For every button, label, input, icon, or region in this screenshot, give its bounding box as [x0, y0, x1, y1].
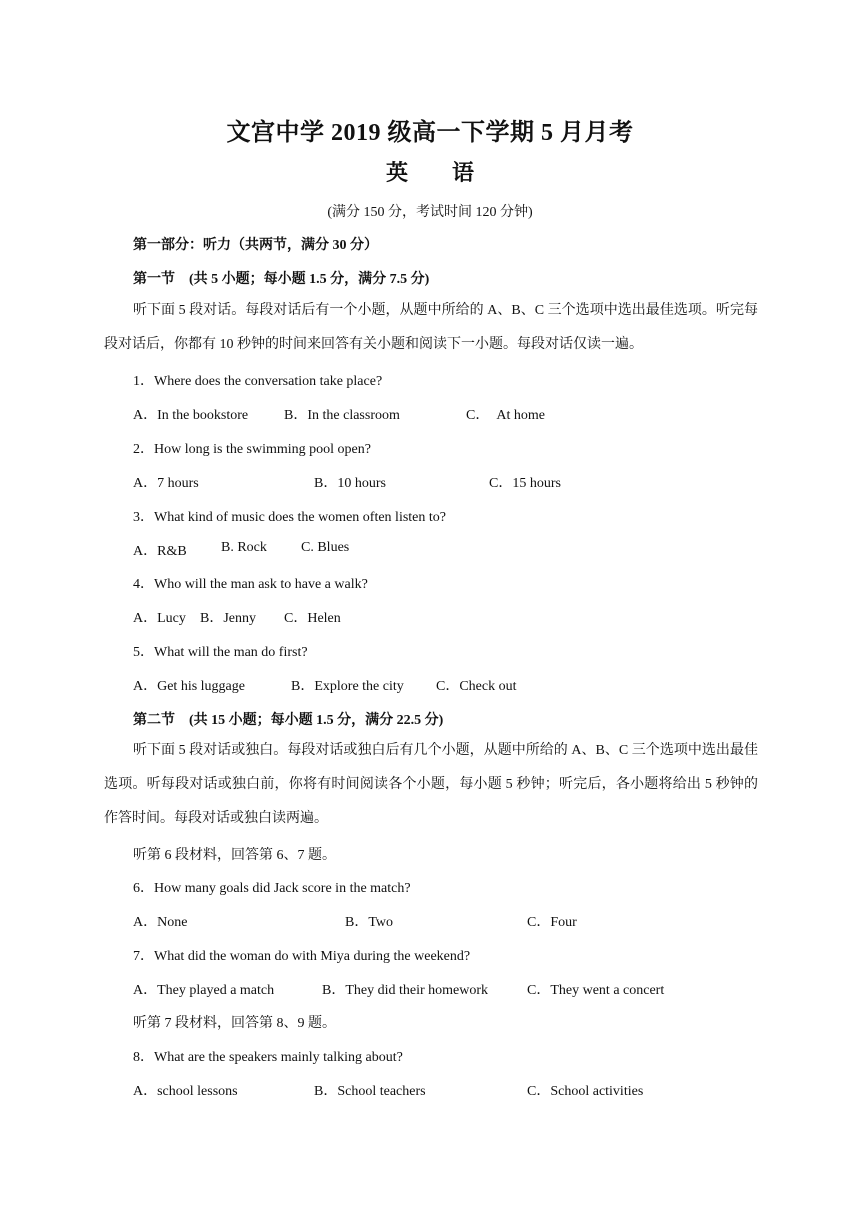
material-6-label: 听第 6 段材料，回答第 6、7 题。	[133, 848, 336, 863]
question-6-option-a: A．None	[133, 915, 188, 930]
question-7-option-c: C．They went a concert	[527, 983, 665, 998]
question-3-option-b: B. Rock	[221, 540, 267, 555]
question-2-stem: 2．How long is the swimming pool open?	[133, 442, 371, 457]
section2-heading: 第二节 (共 15 小题；每小题 1.5 分，满分 22.5 分)	[133, 713, 444, 728]
exam-note: (满分 150 分，考试时间 120 分钟)	[327, 205, 533, 220]
question-5-option-c: C．Check out	[436, 679, 517, 694]
question-7-option-a: A．They played a match	[133, 983, 275, 998]
question-8-option-a: A．school lessons	[133, 1084, 238, 1099]
section2-instruction: 听下面 5 段对话或独白。每段对话或独白后有几个小题，从题中所给的 A、B、C 三个选项中选出最佳选项。听每段对话或独白前，你将有时间阅读各个小题，每小题 5 秒钟；听完后，各小题将给出 5 秒钟的作答时间。每段对话或独白读两遍。	[104, 743, 758, 826]
question-8-stem: 8．What are the speakers mainly talking about?	[133, 1050, 403, 1065]
question-7-option-b: B．They did their homework	[322, 983, 489, 998]
question-6-option-b: B．Two	[345, 915, 394, 930]
section1-heading: 第一节 (共 5 小题；每小题 1.5 分，满分 7.5 分)	[133, 272, 430, 287]
section1-instruction: 听下面 5 段对话。每段对话后有一个小题，从题中所给的 A、B、C 三个选项中选出最佳选项。听完每段对话后，你都有 10 秒钟的时间来回答有关小题和阅读下一小题。每段对话仅读一遍。	[104, 303, 758, 352]
question-2-option-c: C．15 hours	[489, 476, 561, 491]
question-7-stem: 7．What did the woman do with Miya during the weekend?	[133, 949, 471, 964]
question-6-stem: 6．How many goals did Jack score in the match?	[133, 881, 411, 896]
exam-subject: 英 语	[385, 160, 474, 185]
question-6-option-c: C．Four	[527, 915, 577, 930]
question-3-option-c: C. Blues	[301, 540, 350, 555]
question-3-stem: 3．What kind of music does the women often listen to?	[133, 510, 446, 525]
question-1-option-c: C． At home	[466, 408, 545, 423]
question-5-option-b: B．Explore the city	[291, 679, 404, 694]
question-4-option-b: B．Jenny	[200, 611, 256, 626]
question-4-option-a: A．Lucy	[133, 611, 186, 626]
question-4-option-c: C．Helen	[284, 611, 341, 626]
question-1-stem: 1．Where does the conversation take place?	[133, 374, 383, 389]
question-5-stem: 5．What will the man do first?	[133, 645, 308, 660]
question-5-option-a: A．Get his luggage	[133, 679, 245, 694]
question-8-option-c: C．School activities	[527, 1084, 644, 1099]
part1-heading: 第一部分：听力（共两节，满分 30 分）	[133, 238, 378, 253]
question-1-option-b: B．In the classroom	[284, 408, 400, 423]
exam-title: 文宫中学 2019 级高一下学期 5 月月考	[226, 120, 634, 146]
question-4-stem: 4．Who will the man ask to have a walk?	[133, 577, 368, 592]
question-1-option-a: A．In the bookstore	[133, 408, 249, 423]
question-3-option-a: A．R&B	[133, 544, 187, 559]
material-7-label: 听第 7 段材料，回答第 8、9 题。	[133, 1016, 336, 1031]
question-2-option-a: A．7 hours	[133, 476, 199, 491]
question-8-option-b: B．School teachers	[314, 1084, 426, 1099]
question-2-option-b: B．10 hours	[314, 476, 386, 491]
